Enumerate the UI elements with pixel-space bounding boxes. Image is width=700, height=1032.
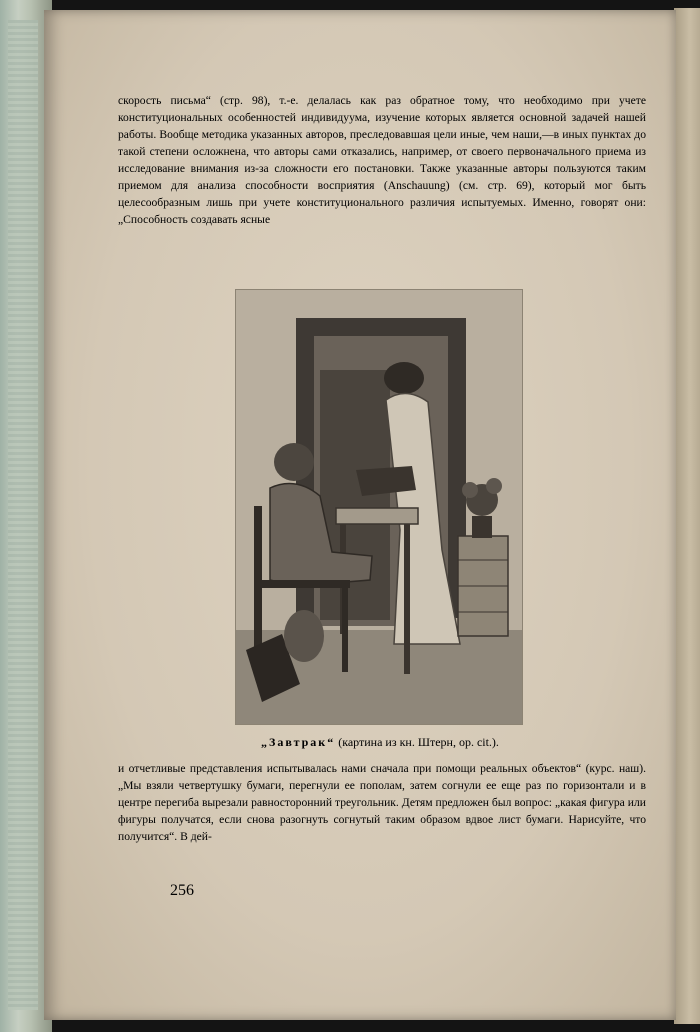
illustration-breakfast bbox=[236, 290, 522, 724]
figure-caption bbox=[180, 735, 580, 750]
illustration-drawing bbox=[236, 290, 522, 724]
spine-cloth-texture bbox=[8, 20, 38, 1010]
paragraph-top: скорость письма“ (стр. 98), т.-е. делалась как раз обратное тому, что необходимо при учете конституциональных особенностей индивидуума, изучение которых является основной задачей нашей работы. Вообще методика указанных авторов, преследовавшая цели иные, чем наши,—в иных пунктах до такой степени осложнена, что авторы сами отказались, например, от своего первоначального приема из исследование внимания из-за сложности его постановки. Также указанные авторы пользуются таким приемом для анализа способности восприятия (Anschauung) (см. стр. 69), который мог быть целесообразным лишь при учете конституционального различия испытуемых. Именно, говорят они: „Способность создавать ясные bbox=[118, 94, 646, 226]
text-paragraph-top bbox=[118, 92, 646, 282]
adjacent-page-edge bbox=[674, 8, 700, 1024]
page-number: 256 bbox=[170, 882, 194, 899]
text-paragraph-bottom bbox=[118, 760, 646, 880]
paragraph-bottom: и отчетливые представления испытывалась нами сначала при помощи реальных объектов“ (курс. наш). „Мы взяли четвертушку бумаги, перегнули ее пополам, затем согнули ее еще раз по горизонтали и в центре перегиба вырезали равносторонний треугольник. Детям предложен был вопрос: „какая фигура или фигуры получатся, если снова разогнуть согнутый таким образом вдвое лист бумаги. Нарисуйте, что получится“. В дей- bbox=[118, 762, 646, 843]
caption-source: (картина из кн. Штерн, ор. cit.). bbox=[335, 735, 499, 749]
caption-title: „Завтрак“ bbox=[261, 735, 336, 749]
